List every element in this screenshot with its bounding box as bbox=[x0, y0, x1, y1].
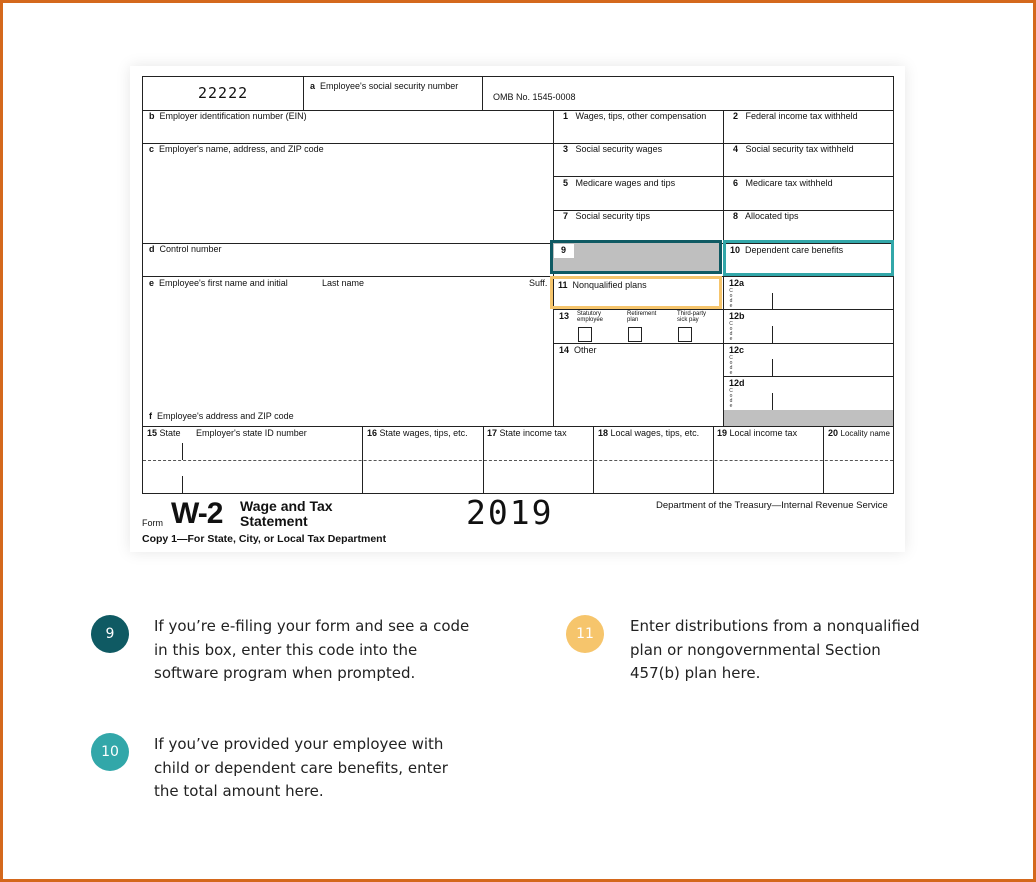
box-4-label[interactable]: 4 Social security tax withheld bbox=[733, 144, 854, 154]
legend-11-badge: 11 bbox=[566, 615, 604, 653]
box-9-highlight[interactable] bbox=[550, 240, 722, 274]
form-word: Form bbox=[142, 518, 163, 528]
box-18-label[interactable]: 18 Local wages, tips, etc. bbox=[598, 428, 700, 438]
tax-year: 2019 bbox=[466, 493, 554, 532]
box-a-label[interactable]: a Employee's social security number bbox=[310, 81, 459, 91]
box-14-label[interactable]: 14 Other bbox=[559, 345, 597, 355]
third-party-sick-pay-label: Third-party sick pay bbox=[677, 311, 707, 323]
form-title-line1: Wage and Tax bbox=[240, 498, 333, 514]
legend-10-badge: 10 bbox=[91, 733, 129, 771]
department-label: Department of the Treasury—Internal Revenue Service bbox=[656, 500, 888, 511]
box-12d-shaded bbox=[724, 410, 893, 426]
copy-label: Copy 1—For State, City, or Local Tax Department bbox=[142, 533, 387, 545]
box-10-highlight[interactable] bbox=[723, 240, 894, 276]
box-12a-label[interactable]: 12a bbox=[729, 278, 745, 288]
box-12d-label[interactable]: 12d bbox=[729, 378, 745, 388]
box-17-label[interactable]: 17 State income tax bbox=[487, 428, 567, 438]
omb-number: OMB No. 1545-0008 bbox=[493, 92, 576, 102]
legend-9-text: If you’re e-filing your form and see a code in this box, enter this code into the software program when prompted. bbox=[154, 617, 470, 682]
box-6-label[interactable]: 6 Medicare tax withheld bbox=[733, 178, 833, 188]
box-2-label[interactable]: 2 Federal income tax withheld bbox=[733, 111, 858, 121]
box-10-label: 10 Dependent care benefits bbox=[730, 245, 844, 255]
box-3-label[interactable]: 3 Social security wages bbox=[563, 144, 663, 154]
box-11-label: 11 Nonqualified plans bbox=[558, 280, 647, 290]
box-5-label[interactable]: 5 Medicare wages and tips bbox=[563, 178, 676, 188]
box-12c-label[interactable]: 12c bbox=[729, 345, 745, 355]
statutory-employee-label: Statutory employee bbox=[577, 311, 604, 323]
w2-form: 22222 a Employee's social security number OMB No. 1545-0008 b Employer identification number (EIN) 1 Wages, tips, other compensation 2 Federal income tax withheld c Employer's name, address, and ZIP code 3 Social security wages 4 Social security tax withheld 5 Medicare wages and tips 6 Medicare tax withheld 7 Social security tips 8 Allocated tips d Control number e Employee's first name and initial Last name Suff. 12a 12b 12c 12d C o d e C o d e C o d e C o d e 13 Statutory employee Retirement plan Third-party sick pay 14 Other f Employee's address and ZIP code 15 State Employer's state ID number 16 State wages, tips, etc. 17 State income tax 18 Local wages, tips, etc. 19 Local income tax 20 Locality name bbox=[142, 76, 894, 494]
box-12b-label[interactable]: 12b bbox=[729, 311, 745, 321]
box-16-label[interactable]: 16 State wages, tips, etc. bbox=[367, 428, 468, 438]
box-15-id-label[interactable]: Employer's state ID number bbox=[196, 428, 307, 438]
retirement-plan-checkbox[interactable] bbox=[628, 327, 642, 342]
third-party-sick-pay-checkbox[interactable] bbox=[678, 327, 692, 342]
box-b-label[interactable]: b Employer identification number (EIN) bbox=[149, 111, 307, 121]
form-name-w2: W-2 bbox=[171, 497, 223, 530]
box-13-label: 13 bbox=[559, 311, 570, 321]
box-d-label[interactable]: d Control number bbox=[149, 244, 222, 254]
legend-10-text: If you’ve provided your employee with child or dependent care benefits, enter the total amount here. bbox=[154, 735, 448, 800]
legend-11-text: Enter distributions from a nonqualified plan or nongovernmental Section 457(b) plan here. bbox=[630, 617, 920, 682]
retirement-plan-label: Retirement plan bbox=[627, 311, 657, 323]
box-7-label[interactable]: 7 Social security tips bbox=[563, 211, 651, 221]
form-title-line2: Statement bbox=[240, 513, 308, 529]
box-e-label[interactable]: e Employee's first name and initial bbox=[149, 278, 288, 288]
box-15-state-label[interactable]: 15 State bbox=[147, 428, 181, 438]
box-8-label[interactable]: 8 Allocated tips bbox=[733, 211, 799, 221]
statutory-employee-checkbox[interactable] bbox=[578, 327, 592, 342]
box-1-label[interactable]: 1 Wages, tips, other compensation bbox=[563, 111, 707, 121]
legend-9-badge: 9 bbox=[91, 615, 129, 653]
box-19-label[interactable]: 19 Local income tax bbox=[717, 428, 798, 438]
form-id-code: 22222 bbox=[198, 84, 249, 102]
box-c-label[interactable]: c Employer's name, address, and ZIP code bbox=[149, 144, 324, 154]
box-11-highlight[interactable] bbox=[550, 276, 722, 309]
box-e-last-name: Last name bbox=[322, 278, 365, 288]
box-f-label[interactable]: f Employee's address and ZIP code bbox=[149, 411, 294, 421]
box-9-number: 9 bbox=[561, 245, 567, 255]
box-20-label[interactable]: 20 Locality name bbox=[828, 428, 890, 438]
box-e-suffix: Suff. bbox=[529, 278, 548, 288]
